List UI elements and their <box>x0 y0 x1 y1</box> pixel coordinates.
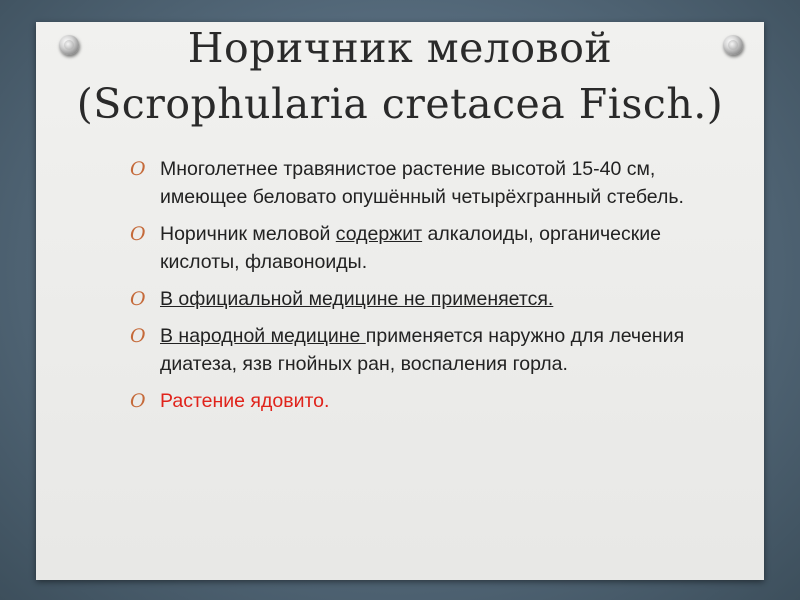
bullet-text-underlined: В официальной медицине не применяется. <box>160 288 554 310</box>
bullet-list <box>128 155 688 424</box>
bullet-poisonous-warning <box>128 387 688 415</box>
bullet-composition <box>128 220 688 276</box>
bullet-text-before: Норичник меловой <box>160 223 336 245</box>
title-line-latin-name: (Scrophularia cretacea Fisch.) <box>76 80 724 128</box>
bullet-official-medicine <box>128 285 688 313</box>
bullet-warning-text: Растение ядовито. <box>160 390 330 412</box>
bullet-description <box>128 155 688 211</box>
bullet-marker-icon: O <box>130 223 146 245</box>
bullet-marker-icon: O <box>130 390 146 412</box>
bullet-marker-icon: O <box>130 288 146 310</box>
bullet-folk-medicine <box>128 322 688 378</box>
bullet-text-underlined: содержит <box>335 223 423 245</box>
bullet-marker-icon: O <box>130 325 146 347</box>
bullet-text-after: алкалоиды, органические кислоты, флавоноиды. <box>160 223 662 273</box>
bullet-text-underlined: В народной медицине <box>160 325 366 347</box>
bullet-text: Многолетнее травянистое растение высотой 15-40 см, имеющее беловато опушённый четырёхгранный стебель. <box>160 158 684 208</box>
slide-title <box>40 20 760 132</box>
title-line-common-name: Норичник меловой <box>187 24 613 72</box>
bullet-marker-icon: O <box>130 158 146 180</box>
bullet-text-after: применяется наружно для лечения диатеза, язв гнойных ран, воспаления горла. <box>160 325 685 375</box>
